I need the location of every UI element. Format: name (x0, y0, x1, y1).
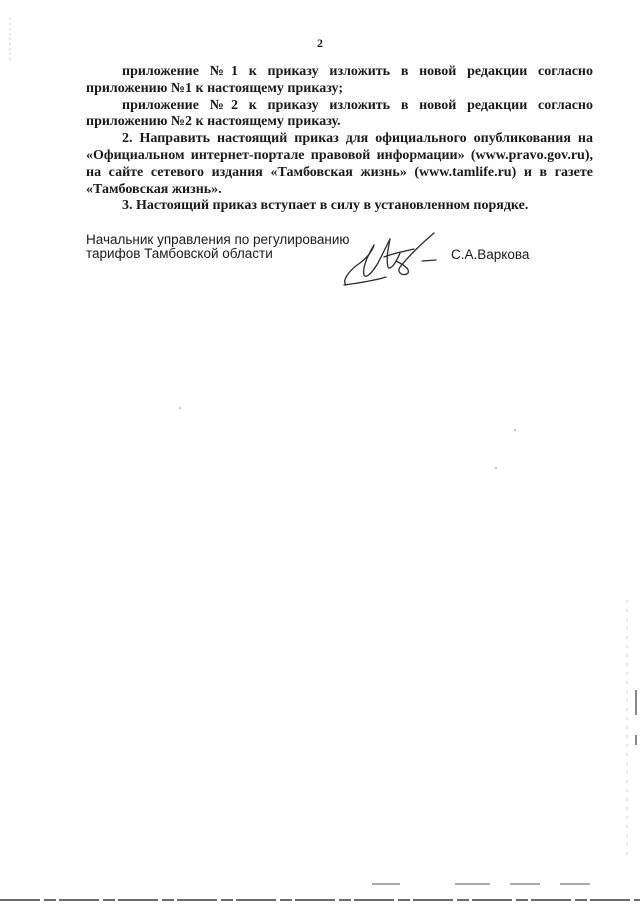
signatory-name: С.А.Варкова (451, 247, 530, 262)
page-number: 2 (317, 36, 323, 50)
paragraph-publication: 2. Направить настоящий приказ для официального опубликования на «Официальном интернет-портале правовой информации» (www.pravo.gov.ru), на сайте сетевого издания «Тамбовская жизнь» (www.tamlife.ru) и в газете «Тамбовская жизнь». (86, 131, 593, 197)
signatory-title-line-1: Начальник управления по регулированию (86, 232, 350, 247)
paragraph-effective-date: 3. Настоящий приказ вступает в силу в установленном порядке. (122, 198, 529, 214)
paragraph-appendix-1: приложение №1 к приказу изложить в новой редакции согласно приложению №1 к настоящему приказу; (86, 64, 593, 96)
signatory-title-line-2: тарифов Тамбовской области (86, 246, 273, 261)
paragraph-appendix-2: приложение №2 к приказу изложить в новой редакции согласно приложению №2 к настоящему приказу. (86, 97, 593, 130)
